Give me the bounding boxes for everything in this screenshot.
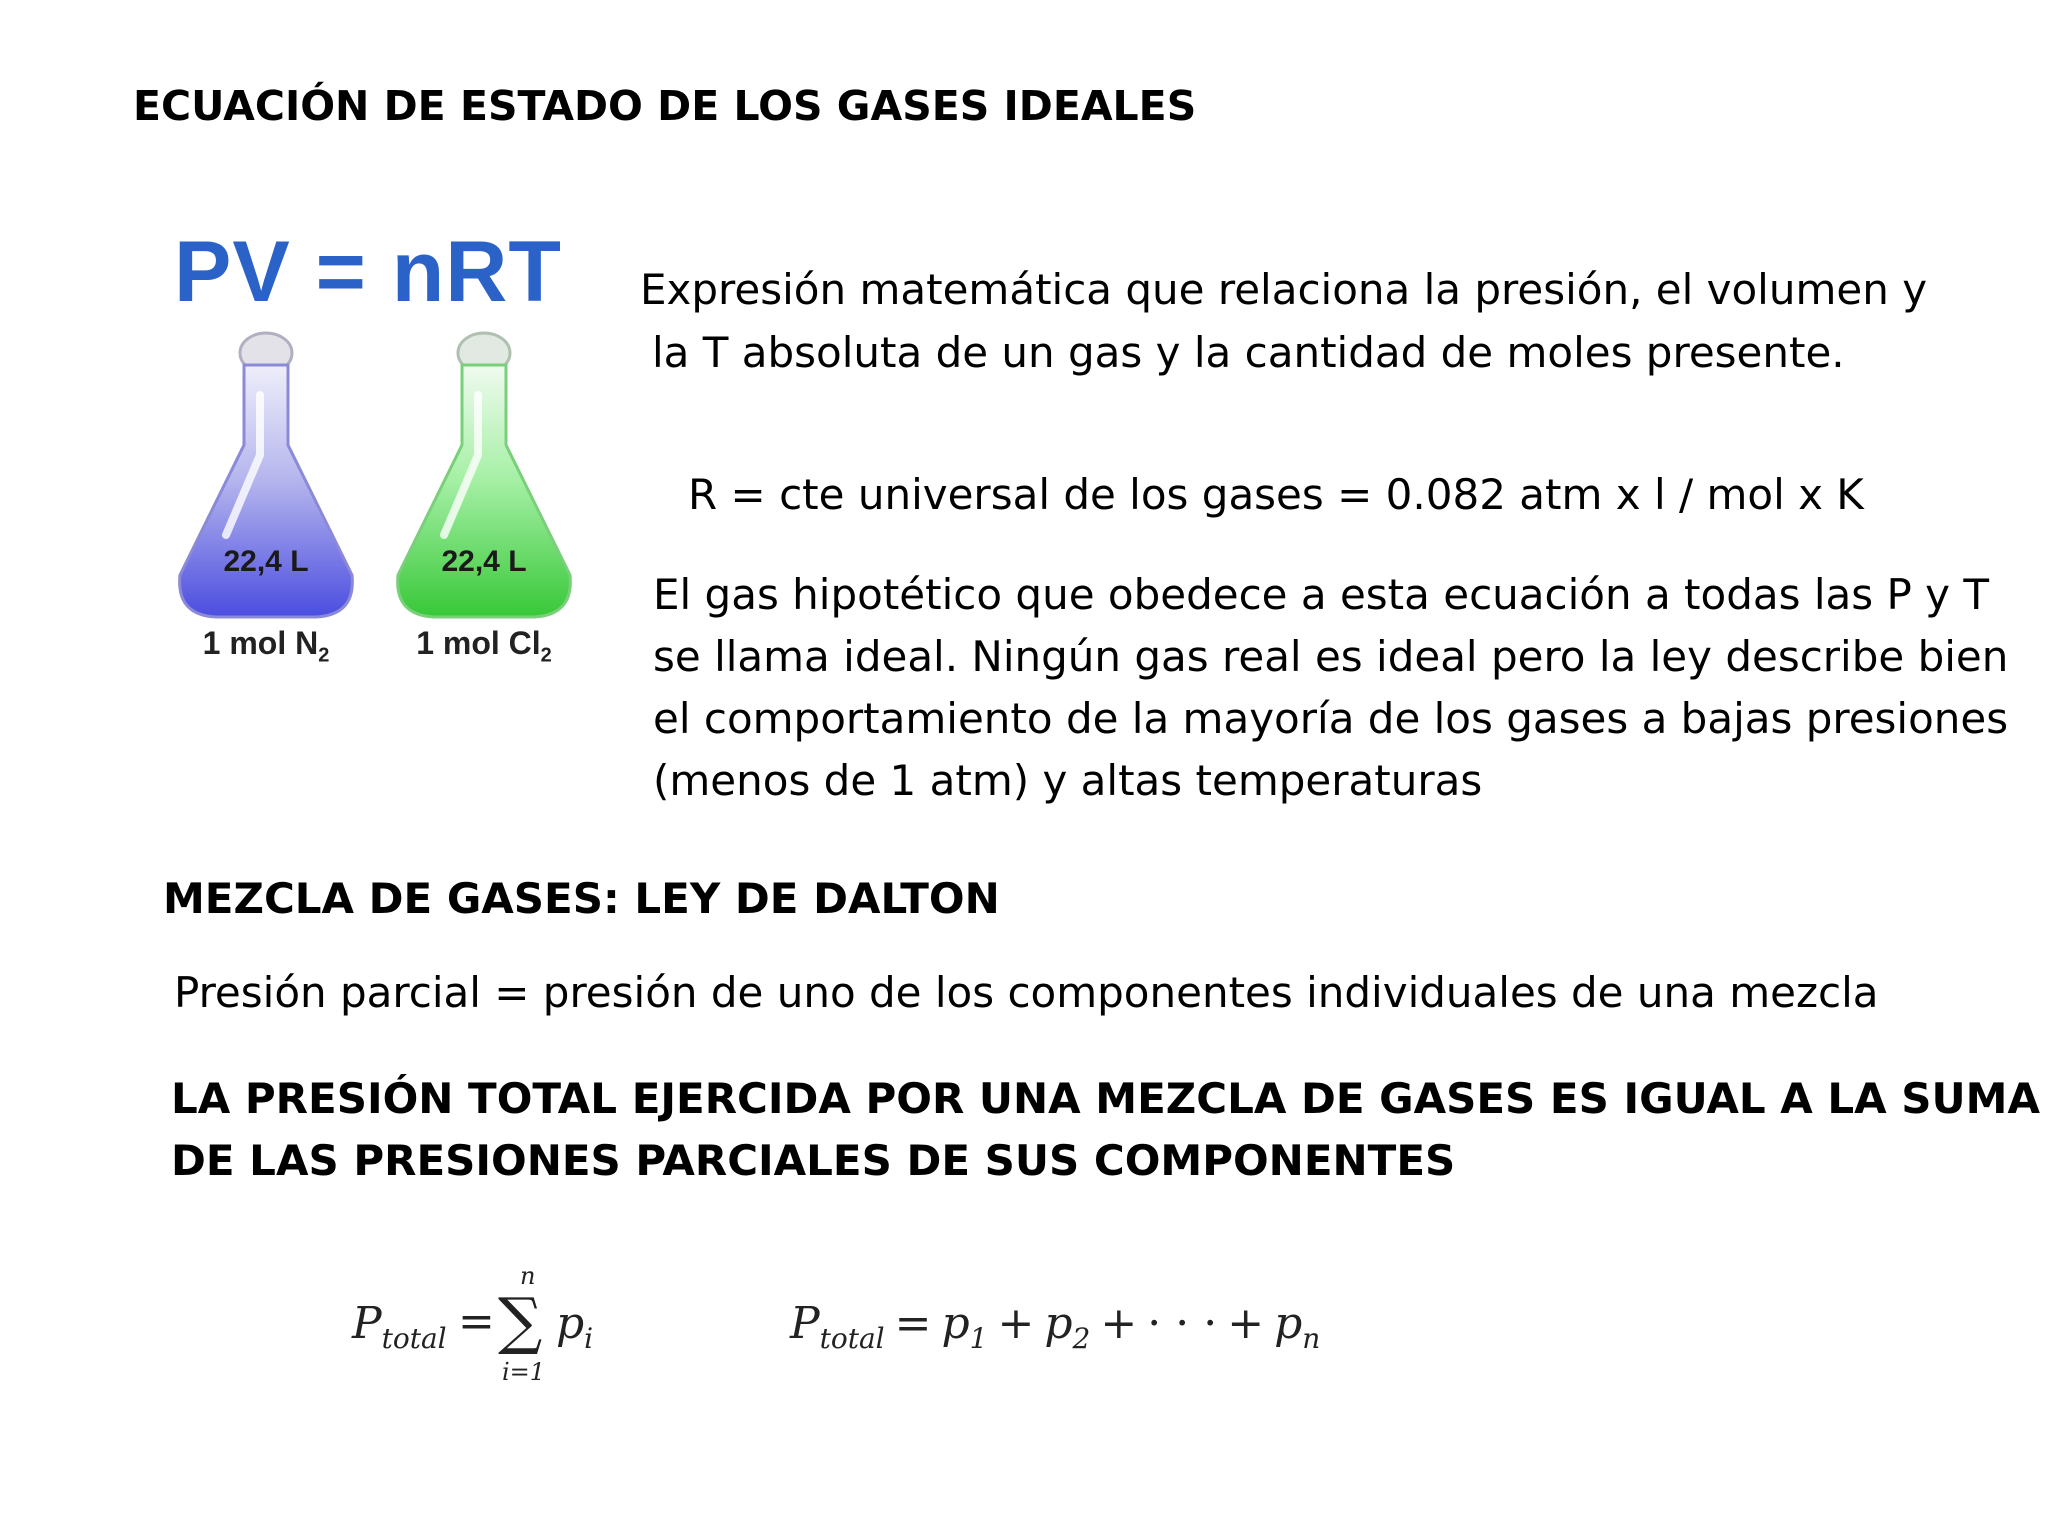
explanation-line: el comportamiento de la mayoría de los gases a bajas presiones [653,694,2009,743]
flask-green-volume: 22,4 L [441,545,527,578]
section-title-dalton: MEZCLA DE GASES: LEY DE DALTON [163,874,1000,923]
r-constant-text: R = cte universal de los gases = 0.082 atm x l / mol x K [688,470,1864,519]
description-line: la T absoluta de un gas y la cantidad de moles presente. [652,328,1845,377]
flask-blue-icon [166,325,366,625]
description-line: Expresión matemática que relaciona la presión, el volumen y [640,265,1928,314]
sigma-symbol: ∑ [498,1284,543,1357]
sum-lower-limit: i=1 [502,1358,546,1386]
flask-green-mol: 1 mol $Cl_2$ [416,625,552,667]
explanation-line: se llama ideal. Ningún gas real es ideal pero la ley describe bien [653,632,2009,681]
formula-total-pressure: $P_{total}$ [352,1298,447,1355]
ideal-gas-description [640,258,1927,384]
explanation-line: El gas hipotético que obedece a esta ecuación a todas las P y T [653,570,1990,619]
ideal-gas-explanation [653,564,2008,812]
section-title-ideal-gas: ECUACIÓN DE ESTADO DE LOS GASES IDEALES [133,82,1197,130]
flask-green-icon [384,325,584,625]
dalton-law-statement [171,1068,2040,1192]
explanation-line: (menos de 1 atm) y altas temperaturas [653,756,1483,805]
law-line: DE LAS PRESIONES PARCIALES DE SUS COMPONENTES [171,1136,1456,1185]
illustration-equation: PV = nRT [174,224,562,320]
formula-equals: = [458,1296,495,1347]
formula-partial-pressure: $p_i$ [556,1298,594,1355]
law-line: LA PRESIÓN TOTAL EJERCIDA POR UNA MEZCLA DE GASES ES IGUAL A LA SUMA [171,1074,2040,1123]
sum-upper-limit: n [520,1262,536,1290]
flask-blue-volume: 22,4 L [223,545,309,578]
ideal-gas-illustration [126,205,596,685]
formula-expanded-sum: $P_{total} = p_1 + p_2$ + · · · + $p_n$ [790,1298,1321,1355]
flask-blue-mol: 1 mol $N_2$ [202,625,330,667]
formula-sum-notation [352,1262,612,1390]
partial-pressure-definition: Presión parcial = presión de uno de los componentes individuales de una mezcla [174,968,1879,1017]
